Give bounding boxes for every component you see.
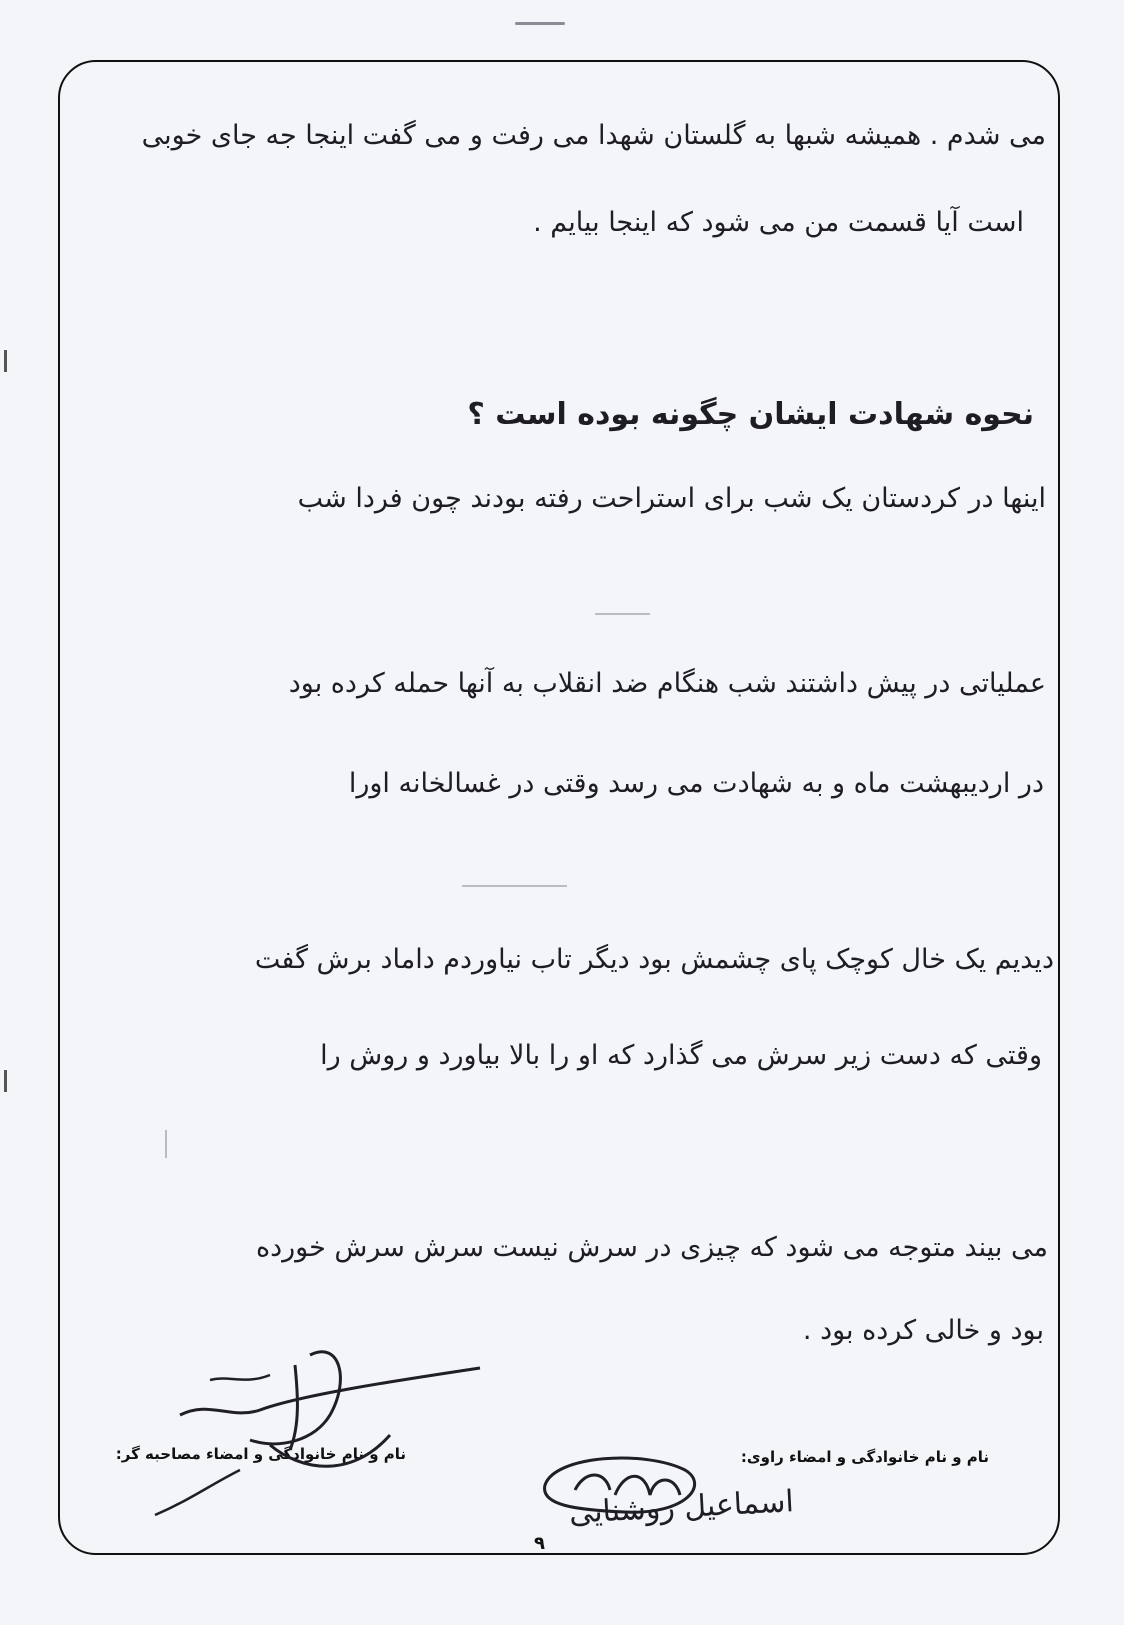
text-line-8: می بیند متوجه می شود که چیزی در سرش نیست سرش سرش خورده	[255, 1232, 1048, 1263]
text-line-1: می شدم . همیشه شبها به گلستان شهدا می رفت و می گفت اینجا جه جای خوبی	[141, 120, 1046, 151]
separator	[462, 885, 567, 887]
scan-mark	[515, 22, 565, 25]
text-line-2: است آیا قسمت من می شود که اینجا بیایم .	[533, 207, 1024, 238]
scan-edge-mark	[4, 1070, 7, 1092]
text-line-3: اینها در کردستان یک شب برای استراحت رفته بودند چون فردا شب	[297, 483, 1046, 514]
interviewer-signature	[150, 1340, 500, 1520]
separator	[595, 613, 650, 615]
narrator-name: اسماعیل روشنایی	[568, 1484, 795, 1531]
text-line-6: دیدیم یک خال کوچک پای چشمش بود دیگر تاب نیاوردم داماد برش گفت	[254, 944, 1054, 975]
text-line-4: عملیاتی در پیش داشتند شب هنگام ضد انقلاب به آنها حمله کرده بود	[288, 668, 1046, 699]
text-line-7: وقتی که دست زیر سرش می گذارد که او را بالا بیاورد و روش را	[320, 1040, 1042, 1071]
interviewer-signature-label: نام و نام خانوادگی و امضاء مصاحبه گر:	[115, 1445, 406, 1463]
text-line-9: بود و خالی کرده بود .	[802, 1315, 1044, 1346]
narrator-signature-label: نام و نام خانوادگی و امضاء راوی:	[740, 1448, 989, 1466]
page-number: ۹	[534, 1533, 545, 1554]
scan-edge-mark	[4, 350, 7, 372]
question-heading: نحوه شهادت ایشان چگونه بوده است ؟	[467, 397, 1034, 432]
text-line-5: در اردیبهشت ماه و به شهادت می رسد وقتی در غسالخانه اورا	[348, 768, 1044, 799]
stray-mark	[165, 1130, 167, 1158]
